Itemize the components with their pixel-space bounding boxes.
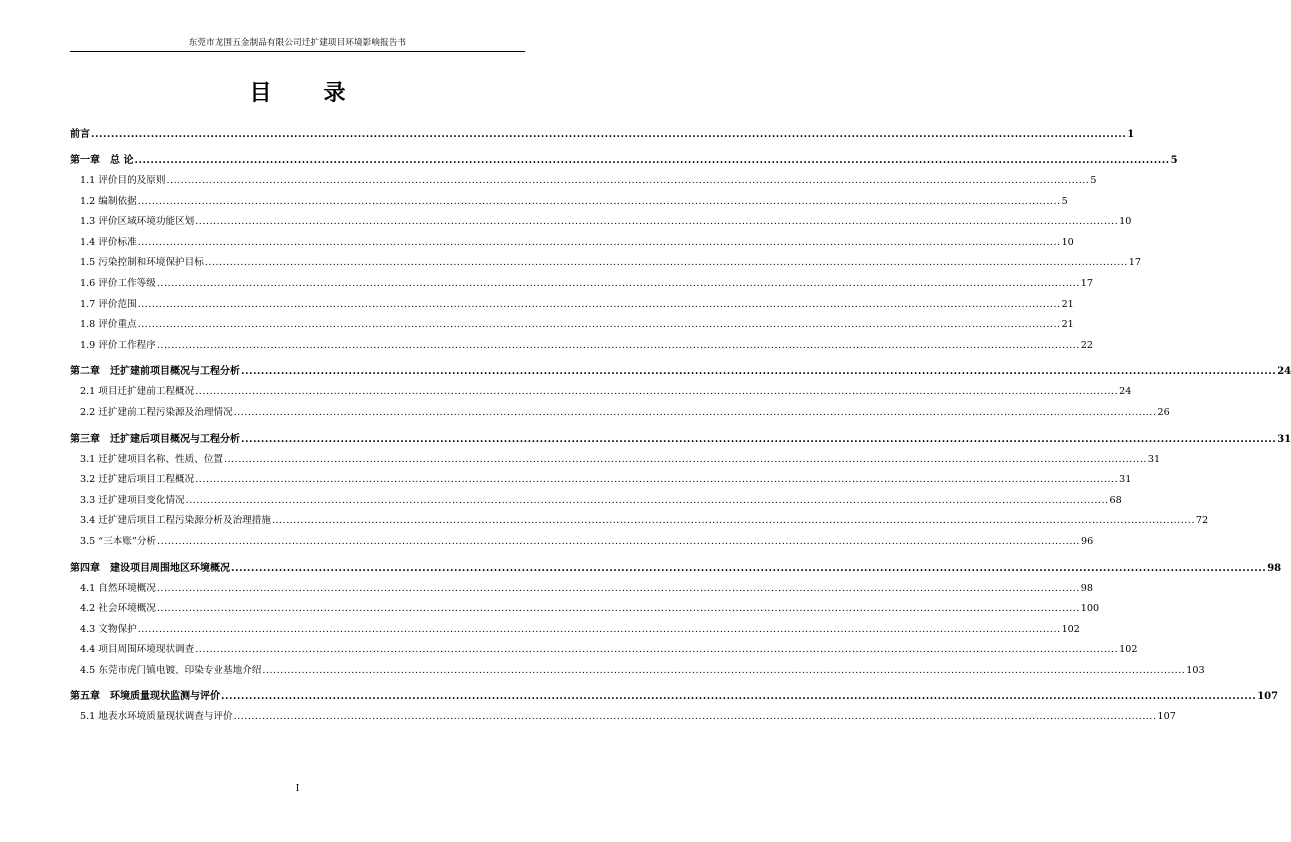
toc-entry-label: 1.3 评价区域环境功能区划 — [80, 216, 195, 228]
toc-section-entry[interactable] — [70, 253, 1141, 274]
toc-entry-label: 1.5 污染控制和环境保护目标 — [80, 257, 204, 269]
toc-entry-label: 1.6 评价工作等级 — [80, 277, 156, 289]
toc-section-entry[interactable] — [70, 599, 1100, 620]
dot-leader: .................................................................................................................................................................................................................................................................... — [224, 453, 1147, 465]
dot-leader: .................................................................................................................................................................................................................................................................... — [91, 129, 1127, 140]
toc-entry-label: 1.2 编制依据 — [80, 195, 137, 207]
dot-leader: .................................................................................................................................................................................................................................................................... — [241, 433, 1277, 445]
toc-entry-page: 5 — [1061, 195, 1068, 207]
toc-section-entry[interactable] — [70, 274, 1093, 295]
toc-entry-label: 第四章 建设项目周围地区环境概况 — [70, 562, 230, 574]
dot-leader: .................................................................................................................................................................................................................................................................... — [231, 562, 1267, 574]
toc-entry-page: 98 — [1267, 562, 1282, 574]
toc-chapter-entry[interactable] — [70, 362, 1291, 382]
header-rule — [70, 51, 525, 52]
toc-entry-label: 1.4 评价标准 — [80, 236, 137, 248]
toc-section-entry[interactable] — [70, 491, 1122, 512]
dot-leader: .................................................................................................................................................................................................................................................................... — [262, 664, 1186, 676]
toc-section-entry[interactable] — [70, 661, 1205, 682]
dot-leader: .................................................................................................................................................................................................................................................................... — [195, 644, 1119, 656]
dot-leader: .................................................................................................................................................................................................................................................................... — [272, 515, 1195, 527]
toc-entry-page: 31 — [1119, 474, 1132, 486]
dot-leader: .................................................................................................................................................................................................................................................................... — [137, 298, 1061, 310]
toc-section-entry[interactable] — [70, 192, 1068, 213]
toc-section-entry[interactable] — [70, 403, 1170, 424]
dot-leader: .................................................................................................................................................................................................................................................................... — [185, 494, 1109, 506]
toc-chapter-entry[interactable] — [70, 125, 1135, 145]
dot-leader: .................................................................................................................................................................................................................................................................... — [221, 691, 1257, 703]
toc-entry-label: 3.3 迁扩建项目变化情况 — [80, 494, 185, 506]
dot-leader: .................................................................................................................................................................................................................................................................... — [166, 175, 1090, 186]
toc-entry-page: 24 — [1277, 366, 1291, 378]
toc-chapter-entry[interactable] — [70, 430, 1291, 450]
toc-entry-page: 22 — [1080, 339, 1093, 351]
toc-entry-label: 2.2 迁扩建前工程污染源及治理情况 — [80, 406, 233, 418]
toc-section-entry[interactable] — [70, 382, 1132, 403]
toc-entry-page: 21 — [1061, 319, 1074, 331]
toc-entry-label: 1.8 评价重点 — [80, 319, 137, 331]
dot-leader: .................................................................................................................................................................................................................................................................... — [137, 623, 1061, 635]
dot-leader: .................................................................................................................................................................................................................................................................... — [156, 582, 1080, 594]
toc-entry-page: 26 — [1157, 406, 1170, 418]
toc-section-entry[interactable] — [70, 511, 1209, 532]
toc-section-entry[interactable] — [70, 640, 1138, 661]
toc-entry-page: 98 — [1080, 582, 1093, 594]
running-header: 东莞市龙围五金制品有限公司迁扩建项目环境影响报告书 — [188, 38, 407, 48]
toc-section-entry[interactable] — [70, 171, 1097, 192]
toc-entry-page: 72 — [1195, 515, 1209, 527]
toc-entry-page: 107 — [1257, 691, 1279, 703]
toc-section-entry[interactable] — [70, 579, 1093, 600]
toc-entry-label: 1.1 评价目的及原则 — [80, 175, 166, 186]
toc-title-char-2: 录 — [323, 80, 346, 106]
toc-entry-label: 4.2 社会环境概况 — [80, 603, 156, 615]
dot-leader: .................................................................................................................................................................................................................................................................... — [156, 339, 1080, 351]
page-number: I — [295, 784, 300, 794]
toc-entry-page: 17 — [1128, 257, 1141, 269]
toc-entry-page: 31 — [1277, 433, 1291, 445]
toc-entry-page: 10 — [1061, 236, 1074, 248]
toc-section-entry[interactable] — [70, 212, 1132, 233]
toc-entry-label: 4.1 自然环境概况 — [80, 582, 156, 594]
toc-section-entry[interactable] — [70, 532, 1094, 553]
dot-leader: .................................................................................................................................................................................................................................................................... — [195, 216, 1119, 228]
toc-entry-label: 第三章 迁扩建后项目概况与工程分析 — [70, 433, 240, 445]
toc-entry-label: 第二章 迁扩建前项目概况与工程分析 — [70, 366, 240, 378]
dot-leader: .................................................................................................................................................................................................................................................................... — [233, 711, 1157, 723]
toc-entry-page: 31 — [1147, 453, 1161, 465]
toc-entry-label: 1.9 评价工作程序 — [80, 339, 156, 351]
toc-section-entry[interactable] — [70, 233, 1074, 254]
dot-leader: .................................................................................................................................................................................................................................................................... — [195, 474, 1119, 486]
dot-leader: .................................................................................................................................................................................................................................................................... — [241, 366, 1277, 378]
dot-leader: .................................................................................................................................................................................................................................................................... — [204, 257, 1128, 269]
toc-entry-page: 102 — [1119, 644, 1138, 656]
toc-section-entry[interactable] — [70, 450, 1161, 471]
toc-entry-label: 1.7 评价范围 — [80, 298, 137, 310]
toc-entry-label: 4.4 项目周围环境现状调查 — [80, 644, 195, 656]
toc-section-entry[interactable] — [70, 620, 1080, 641]
toc-entry-label: 4.5 东莞市虎门镇电镀、印染专业基地介绍 — [80, 664, 262, 676]
toc-entry-page: 100 — [1080, 603, 1100, 615]
toc-entry-label: 3.4 迁扩建后项目工程污染源分析及治理措施 — [80, 515, 271, 527]
toc-entry-page: 5 — [1170, 155, 1178, 166]
toc-entry-label: 第五章 环境质量现状监测与评价 — [70, 691, 220, 703]
toc-entry-label: 5.1 地表水环境质量现状调查与评价 — [80, 711, 233, 723]
toc-section-entry[interactable] — [70, 707, 1176, 728]
toc-entry-label: 3.2 迁扩建后项目工程概况 — [80, 474, 195, 486]
toc-section-entry[interactable] — [70, 295, 1074, 316]
toc-entry-label: 3.1 迁扩建项目名称、性质、位置 — [80, 453, 224, 465]
toc-section-entry[interactable] — [70, 336, 1093, 357]
toc-title-char-1: 目 — [249, 80, 272, 106]
table-of-contents — [70, 125, 1291, 728]
dot-leader: .................................................................................................................................................................................................................................................................... — [156, 277, 1080, 289]
toc-entry-page: 107 — [1157, 711, 1176, 723]
toc-title — [0, 76, 595, 107]
toc-entry-label: 第一章 总 论 — [70, 155, 134, 166]
toc-entry-label: 3.5 “三本账”分析 — [80, 535, 157, 547]
toc-section-entry[interactable] — [70, 315, 1074, 336]
dot-leader: .................................................................................................................................................................................................................................................................... — [137, 319, 1061, 331]
dot-leader: .................................................................................................................................................................................................................................................................... — [156, 603, 1080, 615]
toc-chapter-entry[interactable] — [70, 687, 1279, 707]
dot-leader: .................................................................................................................................................................................................................................................................... — [157, 535, 1080, 547]
toc-entry-page: 68 — [1109, 494, 1122, 506]
toc-entry-page: 10 — [1119, 216, 1132, 228]
toc-chapter-entry[interactable] — [70, 559, 1282, 579]
toc-entry-page: 5 — [1090, 175, 1097, 186]
toc-entry-page: 24 — [1119, 386, 1132, 398]
toc-entry-page: 21 — [1061, 298, 1074, 310]
toc-entry-page: 17 — [1080, 277, 1093, 289]
dot-leader: .................................................................................................................................................................................................................................................................... — [137, 195, 1061, 207]
toc-entry-page: 1 — [1127, 129, 1135, 140]
toc-entry-label: 前言 — [70, 129, 90, 140]
dot-leader: .................................................................................................................................................................................................................................................................... — [195, 386, 1119, 398]
dot-leader: .................................................................................................................................................................................................................................................................... — [137, 236, 1061, 248]
toc-entry-label: 4.3 文物保护 — [80, 623, 137, 635]
toc-entry-label: 2.1 项目迁扩建前工程概况 — [80, 386, 195, 398]
toc-entry-page: 96 — [1080, 535, 1094, 547]
toc-entry-page: 102 — [1061, 623, 1080, 635]
dot-leader: .................................................................................................................................................................................................................................................................... — [134, 155, 1170, 166]
toc-section-entry[interactable] — [70, 470, 1132, 491]
toc-entry-page: 103 — [1186, 664, 1205, 676]
toc-chapter-entry[interactable] — [70, 151, 1178, 171]
dot-leader: .................................................................................................................................................................................................................................................................... — [233, 406, 1157, 418]
